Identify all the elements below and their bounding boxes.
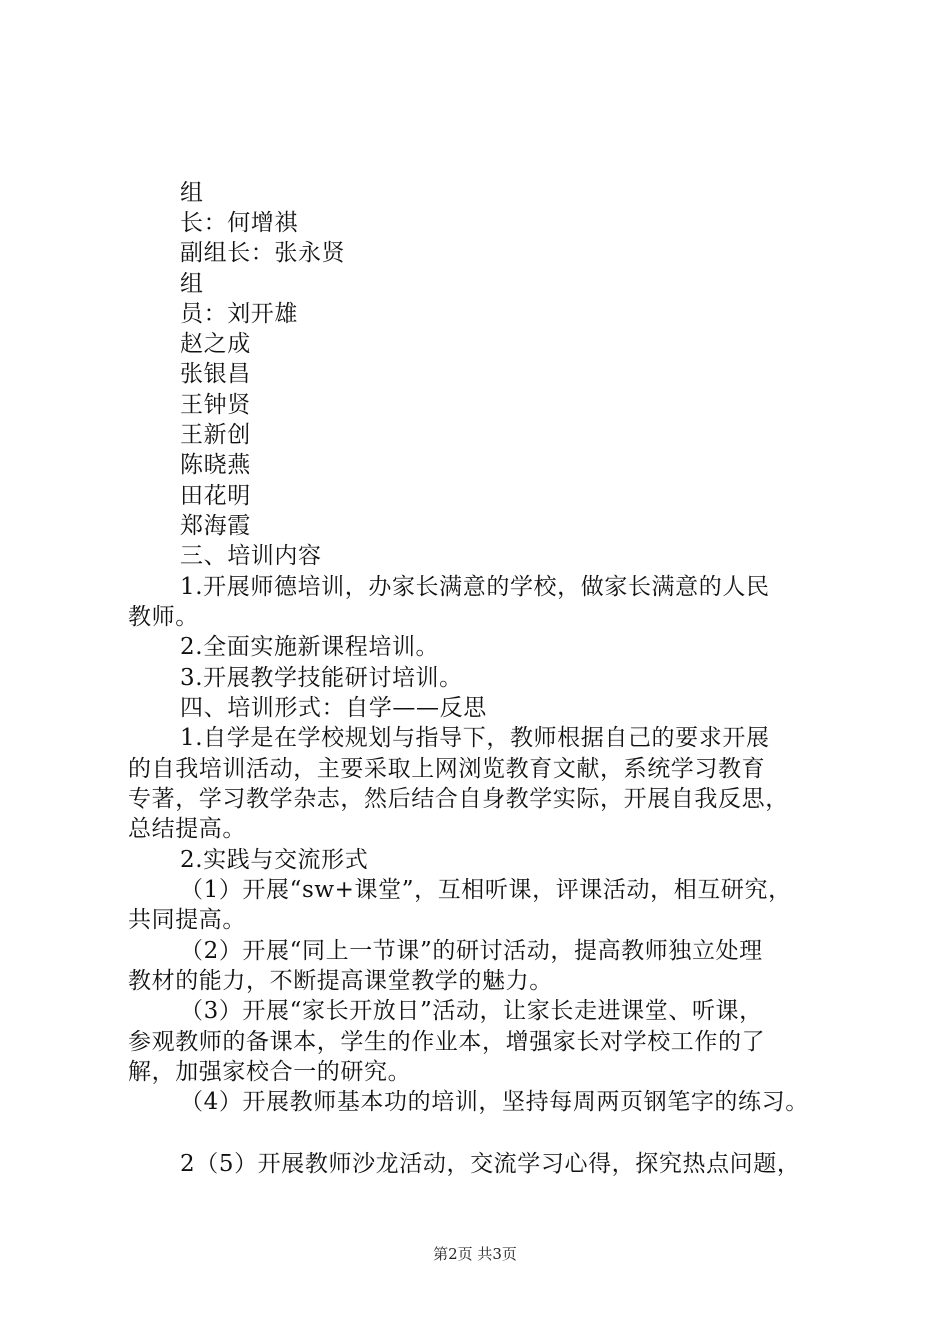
text-line: 解，加强家校合一的研究。 <box>128 1059 412 1085</box>
text-line: （4）开展教师基本功的培训，坚持每周两页钢笔字的练习。 <box>180 1089 809 1115</box>
text-line: 陈晓燕 <box>180 452 251 478</box>
text-line: 长：何增祺 <box>180 210 298 236</box>
text-line: 赵之成 <box>180 331 251 357</box>
text-line: 郑海霞 <box>180 513 251 539</box>
text-line: 组 <box>180 271 204 297</box>
text-line: 教师。 <box>128 604 199 630</box>
text-line: 王新创 <box>180 422 251 448</box>
section-heading: 四、培训形式：自学——反思 <box>180 695 487 721</box>
text-line: 2（5）开展教师沙龙活动，交流学习心得，探究热点问题， <box>180 1151 801 1177</box>
text-line: 张银昌 <box>180 361 251 387</box>
text-line: 副组长：张永贤 <box>180 240 346 266</box>
text-line: 2.实践与交流形式 <box>180 847 369 873</box>
text-line: （3）开展“家长开放日”活动，让家长走进课堂、听课， <box>180 998 763 1024</box>
text-line: 总结提高。 <box>128 816 246 842</box>
text-line: 1.开展师德培训，办家长满意的学校，做家长满意的人民 <box>180 574 770 600</box>
page-footer: 第2页 共3页 <box>433 1245 517 1263</box>
text-line: 专著，学习教学杂志，然后结合自身教学实际，开展自我反思， <box>128 786 789 812</box>
text-line: 共同提高。 <box>128 907 246 933</box>
text-line: 参观教师的备课本，学生的作业本，增强家长对学校工作的了 <box>128 1029 766 1055</box>
text-line: 2.全面实施新课程培训。 <box>180 634 440 660</box>
section-heading: 三、培训内容 <box>180 543 322 569</box>
text-line: 田花明 <box>180 483 251 509</box>
text-line: （1）开展“sw+课堂”，互相听课，评课活动，相互研究， <box>180 877 792 903</box>
text-line: 的自我培训活动，主要采取上网浏览教育文献，系统学习教育 <box>128 756 766 782</box>
text-line: （2）开展“同上一节课”的研讨活动，提高教师独立处理 <box>180 938 763 964</box>
text-line: 员：刘开雄 <box>180 301 298 327</box>
text-line: 教材的能力，不断提高课堂教学的魅力。 <box>128 968 553 994</box>
text-line: 1.自学是在学校规划与指导下，教师根据自己的要求开展 <box>180 725 770 751</box>
text-line: 3.开展教学技能研讨培训。 <box>180 665 463 691</box>
text-line: 组 <box>180 180 204 206</box>
text-line: 王钟贤 <box>180 392 251 418</box>
